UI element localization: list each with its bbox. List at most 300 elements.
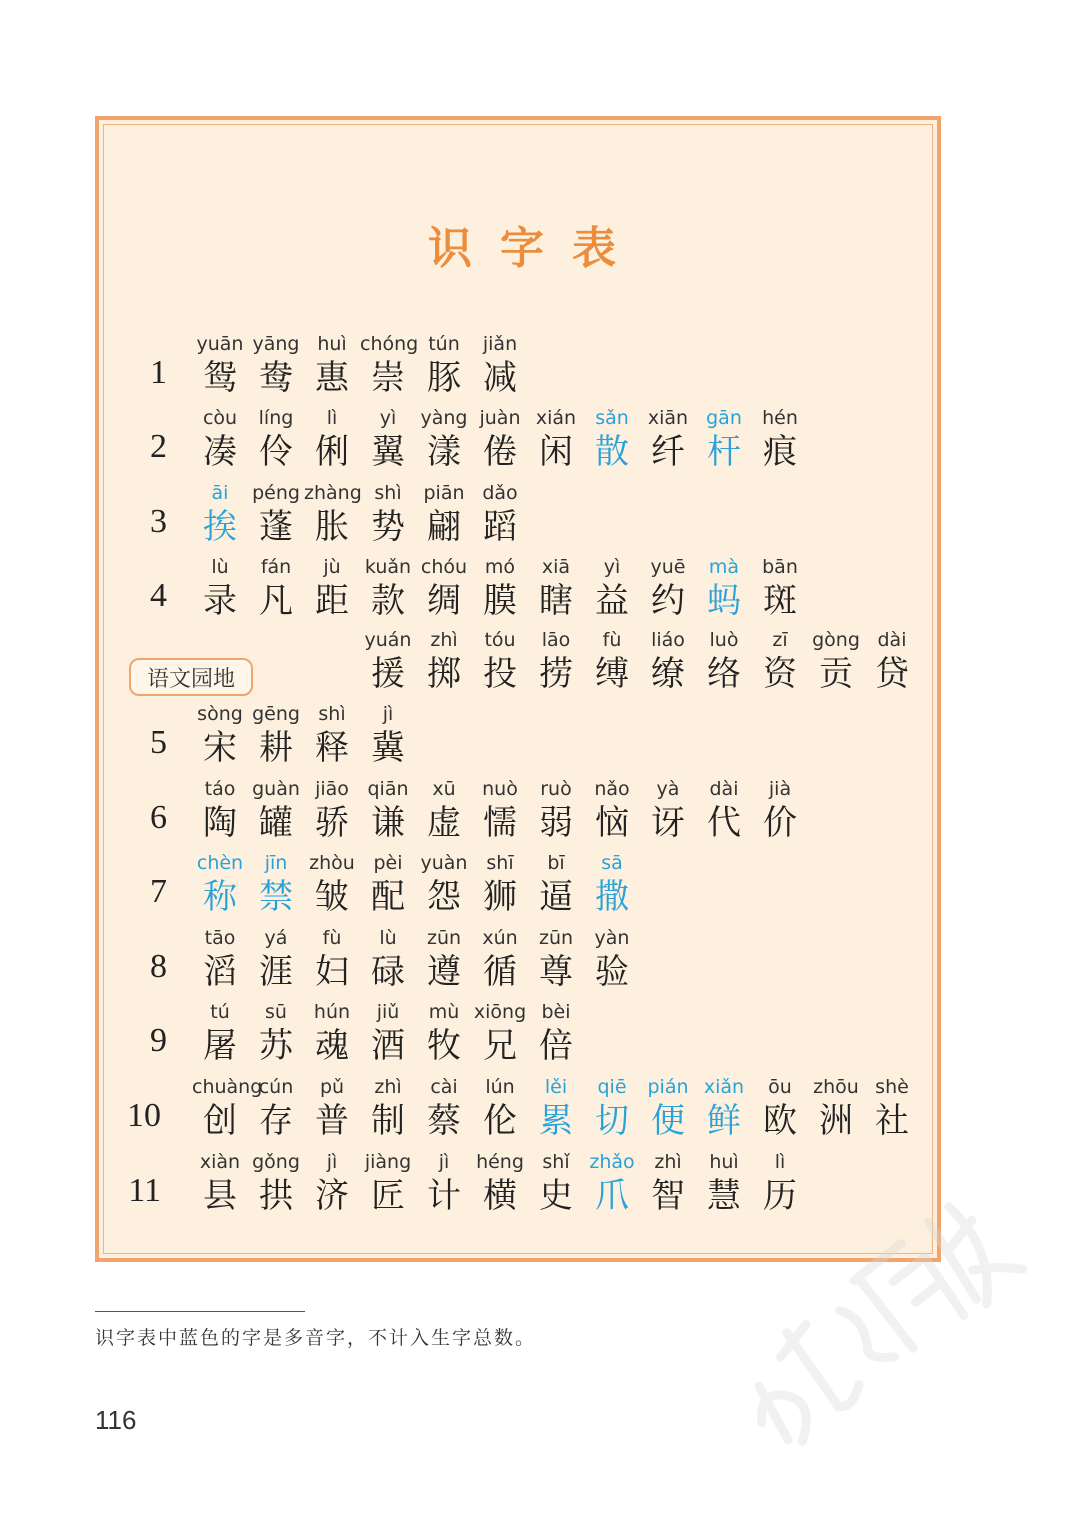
char-cell bbox=[192, 777, 248, 845]
hanzi: 杆 bbox=[707, 432, 741, 472]
char-cell bbox=[192, 406, 248, 474]
char-cell bbox=[752, 777, 808, 845]
hanzi: 胀 bbox=[315, 507, 349, 547]
char-cell bbox=[416, 481, 472, 549]
pinyin: nǎo bbox=[594, 778, 630, 800]
hanzi: 禁 bbox=[259, 877, 293, 917]
char-cell bbox=[472, 332, 528, 400]
char-cell bbox=[416, 406, 472, 474]
pinyin: lì bbox=[326, 407, 338, 429]
hanzi: 苏 bbox=[259, 1026, 293, 1066]
hanzi: 皱 bbox=[315, 877, 349, 917]
pinyin: líng bbox=[258, 407, 294, 429]
hanzi: 斑 bbox=[763, 581, 797, 621]
pinyin: shì bbox=[318, 703, 346, 725]
pinyin: tāo bbox=[204, 927, 236, 949]
page-number: 116 bbox=[95, 1405, 137, 1435]
char-cell bbox=[416, 1150, 472, 1218]
hanzi: 存 bbox=[259, 1101, 293, 1141]
hanzi: 捞 bbox=[539, 654, 573, 694]
pinyin: yuān bbox=[196, 333, 244, 355]
pinyin: yà bbox=[656, 778, 680, 800]
pinyin: juàn bbox=[479, 407, 521, 429]
pinyin: héng bbox=[476, 1151, 524, 1173]
hanzi: 横 bbox=[483, 1176, 517, 1216]
char-cell bbox=[416, 777, 472, 845]
char-cell bbox=[472, 851, 528, 919]
char-cell bbox=[304, 555, 360, 623]
table-row bbox=[99, 926, 945, 1000]
lesson-number: 11 bbox=[128, 1172, 161, 1209]
char-cell bbox=[248, 702, 304, 770]
char-cell bbox=[248, 1000, 304, 1068]
pinyin: jì bbox=[382, 703, 394, 725]
char-cell bbox=[360, 555, 416, 623]
pinyin: yuē bbox=[650, 556, 686, 578]
hanzi: 累 bbox=[539, 1101, 573, 1141]
pinyin: xiōng bbox=[473, 1001, 527, 1023]
char-cell bbox=[528, 1150, 584, 1218]
char-cell bbox=[808, 1075, 864, 1143]
pinyin: yàng bbox=[420, 407, 468, 429]
hanzi: 便 bbox=[651, 1101, 685, 1141]
pinyin: yì bbox=[603, 556, 621, 578]
hanzi: 县 bbox=[203, 1176, 237, 1216]
char-cell bbox=[528, 926, 584, 994]
pinyin: bī bbox=[547, 852, 565, 874]
pinyin: zhì bbox=[430, 629, 458, 651]
char-cell bbox=[360, 926, 416, 994]
char-cell bbox=[472, 481, 528, 549]
char-cell bbox=[192, 555, 248, 623]
polyphone-char-cell bbox=[584, 1075, 640, 1143]
hanzi: 凑 bbox=[203, 432, 237, 472]
lesson-number: 1 bbox=[150, 354, 167, 391]
hanzi: 络 bbox=[707, 654, 741, 694]
pinyin: tún bbox=[428, 333, 460, 355]
hanzi: 屠 bbox=[203, 1026, 237, 1066]
lesson-number: 3 bbox=[150, 503, 167, 540]
hanzi: 拱 bbox=[259, 1176, 293, 1216]
char-cell bbox=[304, 777, 360, 845]
hanzi: 益 bbox=[595, 581, 629, 621]
hanzi: 距 bbox=[315, 581, 349, 621]
pinyin: jīn bbox=[264, 852, 288, 874]
table-row bbox=[99, 555, 945, 629]
table-row-garden bbox=[99, 628, 945, 702]
pinyin: dǎo bbox=[482, 482, 518, 504]
hanzi: 魂 bbox=[315, 1026, 349, 1066]
pinyin: shī bbox=[486, 852, 514, 874]
pinyin: mó bbox=[484, 556, 516, 578]
char-cell bbox=[864, 628, 920, 696]
pinyin: huì bbox=[317, 333, 347, 355]
hanzi: 循 bbox=[483, 952, 517, 992]
pinyin: pèi bbox=[373, 852, 403, 874]
char-cell bbox=[360, 481, 416, 549]
char-cell bbox=[304, 1000, 360, 1068]
pinyin: yuán bbox=[364, 629, 412, 651]
char-cell bbox=[360, 1075, 416, 1143]
polyphone-char-cell bbox=[696, 555, 752, 623]
footnote: 识字表中蓝色的字是多音字，不计入生字总数。 bbox=[95, 1327, 537, 1349]
hanzi: 蚂 bbox=[707, 581, 741, 621]
pinyin: bèi bbox=[541, 1001, 571, 1023]
lesson-number: 10 bbox=[127, 1097, 161, 1134]
hanzi: 尊 bbox=[539, 952, 573, 992]
hanzi: 牧 bbox=[427, 1026, 461, 1066]
lesson-number: 5 bbox=[150, 724, 167, 761]
char-cell bbox=[360, 851, 416, 919]
pinyin: zhì bbox=[374, 1076, 402, 1098]
pinyin: xiǎn bbox=[703, 1076, 745, 1098]
pinyin: pǔ bbox=[319, 1076, 345, 1098]
pinyin: pián bbox=[647, 1076, 689, 1098]
polyphone-char-cell bbox=[528, 1075, 584, 1143]
hanzi: 创 bbox=[203, 1101, 237, 1141]
table-row bbox=[99, 332, 945, 406]
char-cell bbox=[304, 702, 360, 770]
hanzi: 涯 bbox=[259, 952, 293, 992]
table-row bbox=[99, 1000, 945, 1074]
hanzi: 录 bbox=[203, 581, 237, 621]
char-cell bbox=[640, 555, 696, 623]
watermark-image bbox=[690, 1180, 1070, 1480]
hanzi: 验 bbox=[595, 952, 629, 992]
hanzi: 闲 bbox=[539, 432, 573, 472]
char-cell bbox=[192, 332, 248, 400]
char-cell bbox=[696, 628, 752, 696]
hanzi: 谦 bbox=[371, 803, 405, 843]
char-cell bbox=[304, 851, 360, 919]
pinyin: lún bbox=[485, 1076, 515, 1098]
char-cell bbox=[192, 1075, 263, 1143]
char-cell bbox=[472, 926, 528, 994]
pinyin: jì bbox=[438, 1151, 450, 1173]
hanzi: 普 bbox=[315, 1101, 349, 1141]
hanzi: 投 bbox=[483, 654, 517, 694]
pinyin: yàn bbox=[594, 927, 630, 949]
hanzi: 遵 bbox=[427, 952, 461, 992]
hanzi: 翩 bbox=[427, 507, 461, 547]
char-cell bbox=[472, 777, 528, 845]
char-cell bbox=[640, 406, 696, 474]
vocabulary-panel bbox=[95, 116, 941, 1262]
hanzi: 援 bbox=[371, 654, 405, 694]
polyphone-char-cell bbox=[584, 406, 640, 474]
char-cell bbox=[304, 926, 360, 994]
hanzi: 鸳 bbox=[203, 358, 237, 398]
char-cell bbox=[248, 926, 304, 994]
pinyin: jì bbox=[326, 1151, 338, 1173]
hanzi: 鸯 bbox=[259, 358, 293, 398]
hanzi: 罐 bbox=[259, 803, 293, 843]
char-cell bbox=[248, 332, 304, 400]
hanzi: 滔 bbox=[203, 952, 237, 992]
hanzi: 价 bbox=[763, 803, 797, 843]
hanzi: 洲 bbox=[819, 1101, 853, 1141]
pinyin: guàn bbox=[252, 778, 300, 800]
section-badge: 语文园地 bbox=[129, 658, 253, 696]
hanzi: 逼 bbox=[539, 877, 573, 917]
pinyin: yá bbox=[264, 927, 288, 949]
hanzi: 贡 bbox=[819, 654, 853, 694]
char-cell bbox=[472, 1075, 528, 1143]
table-row bbox=[99, 702, 945, 776]
pinyin: xún bbox=[482, 927, 518, 949]
char-cell bbox=[528, 628, 584, 696]
pinyin: luò bbox=[709, 629, 739, 651]
hanzi: 豚 bbox=[427, 358, 461, 398]
hanzi: 缚 bbox=[595, 654, 629, 694]
pinyin: gēng bbox=[252, 703, 300, 725]
hanzi: 倍 bbox=[539, 1026, 573, 1066]
pinyin: kuǎn bbox=[364, 556, 412, 578]
hanzi: 宋 bbox=[203, 728, 237, 768]
char-cell bbox=[528, 406, 584, 474]
lesson-number: 4 bbox=[150, 577, 167, 614]
pinyin: yuàn bbox=[420, 852, 468, 874]
pinyin: chóu bbox=[420, 556, 468, 578]
char-cell bbox=[360, 332, 419, 400]
hanzi: 约 bbox=[651, 581, 685, 621]
pinyin: huì bbox=[709, 1151, 739, 1173]
char-cell bbox=[304, 1075, 360, 1143]
pinyin: lù bbox=[211, 556, 229, 578]
char-cell bbox=[640, 1150, 696, 1218]
char-cell bbox=[472, 1000, 528, 1068]
hanzi: 缭 bbox=[651, 654, 685, 694]
pinyin: dài bbox=[709, 778, 739, 800]
pinyin: còu bbox=[202, 407, 238, 429]
pinyin: shè bbox=[875, 1076, 909, 1098]
hanzi: 懦 bbox=[483, 803, 517, 843]
pinyin: gān bbox=[706, 407, 742, 429]
pinyin: piān bbox=[423, 482, 465, 504]
hanzi: 蓬 bbox=[259, 507, 293, 547]
char-cell bbox=[752, 406, 808, 474]
pinyin: zhòu bbox=[309, 852, 355, 874]
pinyin: shì bbox=[374, 482, 402, 504]
hanzi: 慧 bbox=[707, 1176, 741, 1216]
pinyin: qiān bbox=[367, 778, 409, 800]
char-cell bbox=[416, 555, 472, 623]
char-cell bbox=[360, 406, 416, 474]
char-cell bbox=[416, 1075, 472, 1143]
hanzi: 配 bbox=[371, 877, 405, 917]
pinyin: cài bbox=[430, 1076, 458, 1098]
char-cell bbox=[584, 926, 640, 994]
hanzi: 社 bbox=[875, 1101, 909, 1141]
pinyin: mà bbox=[708, 556, 740, 578]
hanzi: 怨 bbox=[427, 877, 461, 917]
hanzi: 称 bbox=[203, 877, 237, 917]
hanzi: 蔡 bbox=[427, 1101, 461, 1141]
char-cell bbox=[584, 555, 640, 623]
char-cell bbox=[696, 777, 752, 845]
hanzi: 倦 bbox=[483, 432, 517, 472]
hanzi: 凡 bbox=[259, 581, 293, 621]
pinyin: zūn bbox=[538, 927, 574, 949]
char-cell bbox=[472, 406, 528, 474]
pinyin: dài bbox=[877, 629, 907, 651]
hanzi: 释 bbox=[315, 728, 349, 768]
hanzi: 款 bbox=[371, 581, 405, 621]
char-cell bbox=[472, 1150, 528, 1218]
hanzi: 代 bbox=[707, 803, 741, 843]
polyphone-char-cell bbox=[192, 851, 248, 919]
pinyin: cún bbox=[258, 1076, 294, 1098]
char-cell bbox=[640, 777, 696, 845]
pinyin: gǒng bbox=[252, 1151, 300, 1173]
hanzi: 智 bbox=[651, 1176, 685, 1216]
hanzi: 绸 bbox=[427, 581, 461, 621]
polyphone-char-cell bbox=[640, 1075, 696, 1143]
hanzi: 史 bbox=[539, 1176, 573, 1216]
char-cell bbox=[472, 555, 528, 623]
char-cell bbox=[360, 628, 416, 696]
pinyin: jù bbox=[323, 556, 341, 578]
pinyin: jiǎn bbox=[482, 333, 518, 355]
pinyin: tú bbox=[210, 1001, 230, 1023]
char-cell bbox=[304, 332, 360, 400]
hanzi: 翼 bbox=[371, 432, 405, 472]
pinyin: zhǎo bbox=[589, 1151, 635, 1173]
char-cell bbox=[192, 926, 248, 994]
hanzi: 撒 bbox=[595, 877, 629, 917]
pinyin: chóng bbox=[360, 333, 419, 355]
hanzi: 蹈 bbox=[483, 507, 517, 547]
pinyin: xiàn bbox=[199, 1151, 241, 1173]
pinyin: fù bbox=[322, 927, 342, 949]
hanzi: 济 bbox=[315, 1176, 349, 1216]
hanzi: 挨 bbox=[203, 507, 237, 547]
char-cell bbox=[752, 555, 808, 623]
pinyin: sā bbox=[601, 852, 623, 874]
hanzi: 鲜 bbox=[707, 1101, 741, 1141]
pinyin: xū bbox=[432, 778, 456, 800]
hanzi: 漾 bbox=[427, 432, 461, 472]
char-cell bbox=[472, 628, 528, 696]
lesson-number: 2 bbox=[150, 428, 167, 465]
hanzi: 切 bbox=[595, 1101, 629, 1141]
pinyin: lěi bbox=[544, 1076, 568, 1098]
char-cell bbox=[248, 406, 304, 474]
hanzi: 纤 bbox=[651, 432, 685, 472]
pinyin: jià bbox=[768, 778, 792, 800]
pinyin: xián bbox=[535, 407, 577, 429]
polyphone-char-cell bbox=[192, 481, 248, 549]
pinyin: táo bbox=[204, 778, 236, 800]
hanzi: 恼 bbox=[595, 803, 629, 843]
hanzi: 伦 bbox=[483, 1101, 517, 1141]
table-row bbox=[99, 851, 945, 925]
char-cell bbox=[304, 1150, 360, 1218]
pinyin: liáo bbox=[651, 629, 685, 651]
char-cell bbox=[416, 926, 472, 994]
char-cell bbox=[248, 777, 304, 845]
pinyin: zhì bbox=[654, 1151, 682, 1173]
char-cell bbox=[752, 1075, 808, 1143]
polyphone-char-cell bbox=[584, 1150, 640, 1218]
pinyin: qiē bbox=[597, 1076, 627, 1098]
char-cell bbox=[640, 628, 696, 696]
char-cell bbox=[248, 1075, 304, 1143]
char-cell bbox=[528, 777, 584, 845]
char-cell bbox=[248, 1150, 304, 1218]
char-cell bbox=[752, 628, 808, 696]
hanzi: 欧 bbox=[763, 1101, 797, 1141]
hanzi: 伶 bbox=[259, 432, 293, 472]
pinyin: jiàng bbox=[364, 1151, 412, 1173]
table-row bbox=[99, 1075, 945, 1149]
pinyin: sū bbox=[265, 1001, 287, 1023]
hanzi: 狮 bbox=[483, 877, 517, 917]
pinyin: jiāo bbox=[315, 778, 349, 800]
polyphone-char-cell bbox=[248, 851, 304, 919]
pinyin: hén bbox=[762, 407, 798, 429]
hanzi: 制 bbox=[371, 1101, 405, 1141]
char-cell bbox=[864, 1075, 920, 1143]
page-title: 识字表 bbox=[428, 223, 644, 274]
char-cell bbox=[416, 1000, 472, 1068]
char-cell bbox=[416, 332, 472, 400]
hanzi: 崇 bbox=[371, 358, 405, 398]
lesson-number: 7 bbox=[150, 873, 167, 910]
char-cell bbox=[192, 1150, 248, 1218]
char-cell bbox=[192, 702, 248, 770]
hanzi: 碌 bbox=[371, 952, 405, 992]
pinyin: zhàng bbox=[304, 482, 362, 504]
char-cell bbox=[192, 1000, 248, 1068]
pinyin: gòng bbox=[812, 629, 860, 651]
char-cell bbox=[584, 628, 640, 696]
char-cell bbox=[416, 628, 472, 696]
hanzi: 耕 bbox=[259, 728, 293, 768]
pinyin: nuò bbox=[482, 778, 518, 800]
char-cell bbox=[248, 555, 304, 623]
hanzi: 妇 bbox=[315, 952, 349, 992]
hanzi: 惠 bbox=[315, 358, 349, 398]
table-row bbox=[99, 406, 945, 480]
hanzi: 痕 bbox=[763, 432, 797, 472]
pinyin: jiǔ bbox=[376, 1001, 400, 1023]
pinyin: yì bbox=[379, 407, 397, 429]
hanzi: 弱 bbox=[539, 803, 573, 843]
pinyin: xiā bbox=[541, 556, 571, 578]
pinyin: bān bbox=[762, 556, 798, 578]
hanzi: 陶 bbox=[203, 803, 237, 843]
char-cell bbox=[248, 481, 304, 549]
hanzi: 匠 bbox=[371, 1176, 405, 1216]
pinyin: zhōu bbox=[813, 1076, 859, 1098]
pinyin: ruò bbox=[540, 778, 572, 800]
pinyin: shǐ bbox=[542, 1151, 570, 1173]
pinyin: sòng bbox=[197, 703, 243, 725]
char-cell bbox=[360, 1000, 416, 1068]
pinyin: fán bbox=[260, 556, 292, 578]
pinyin: lì bbox=[774, 1151, 786, 1173]
pinyin: āi bbox=[211, 482, 229, 504]
pinyin: tóu bbox=[484, 629, 516, 651]
char-cell bbox=[584, 777, 640, 845]
pinyin: zūn bbox=[426, 927, 462, 949]
char-cell bbox=[528, 1000, 584, 1068]
lesson-number: 9 bbox=[150, 1022, 167, 1059]
pinyin: yāng bbox=[252, 333, 300, 355]
char-cell bbox=[304, 481, 360, 549]
hanzi: 计 bbox=[427, 1176, 461, 1216]
